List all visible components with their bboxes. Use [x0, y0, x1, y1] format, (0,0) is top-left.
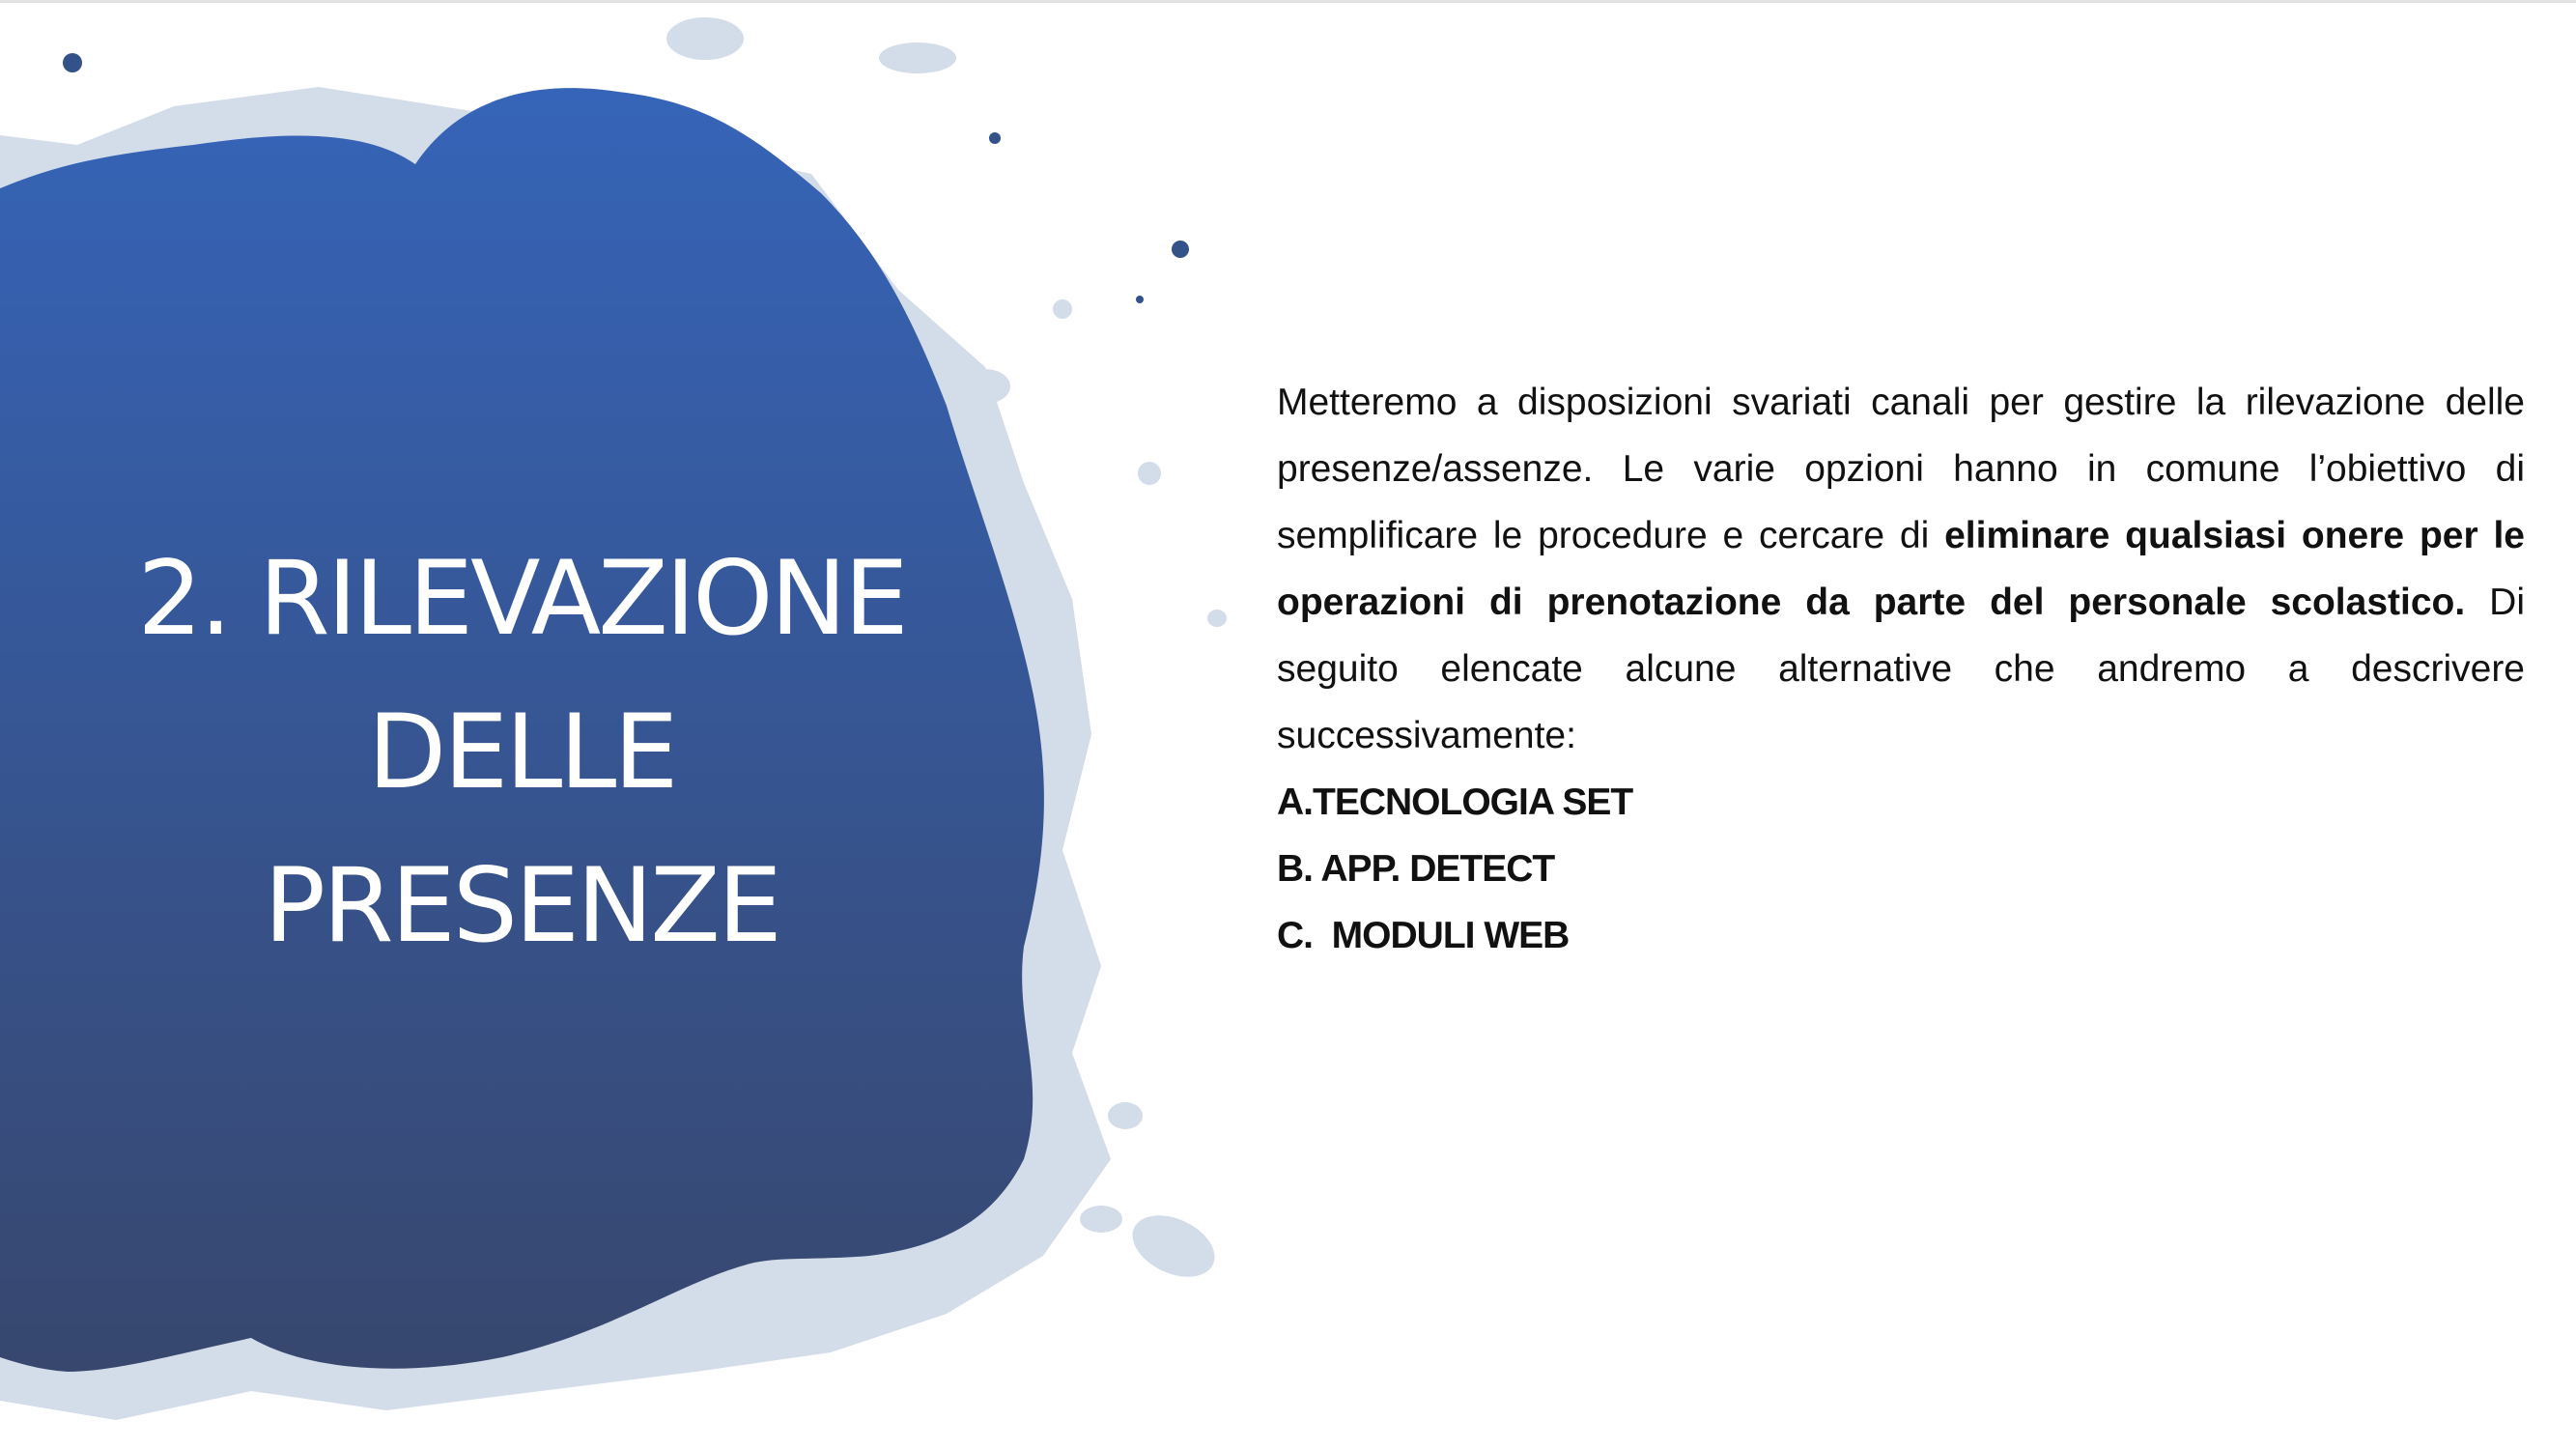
body-paragraph: [1277, 369, 2525, 769]
alternatives-list: [1277, 769, 2525, 969]
content-block: [1277, 369, 2525, 969]
paragraph-intro: Metteremo a disposizioni svariati canali per gestire la rilevazione delle presenze/assenze. Le varie opzioni hanno in comune l’obiettivo di semplificare le procedure e cercare di: [1277, 382, 2525, 556]
alternative-item-b: B. APP. DETECT: [1277, 848, 1555, 890]
title-line-2: DELLE: [367, 693, 676, 811]
title-line-3: PRESENZE: [264, 846, 779, 965]
paragraph-emphasis: eliminare qualsiasi onere per le operazioni di prenotazione da parte del personale scolastico.: [1277, 515, 2525, 623]
title-line-1: 2. RILEVAZIONE: [137, 539, 906, 658]
alternative-item-c: C. MODULI WEB: [1277, 915, 1570, 956]
paragraph-outro: Di seguito elencate alcune alternative che andremo a descrivere successivamente:: [1277, 582, 2525, 756]
slide-title: [58, 522, 985, 982]
alternative-item-a: A.TECNOLOGIA SET: [1277, 781, 1633, 823]
